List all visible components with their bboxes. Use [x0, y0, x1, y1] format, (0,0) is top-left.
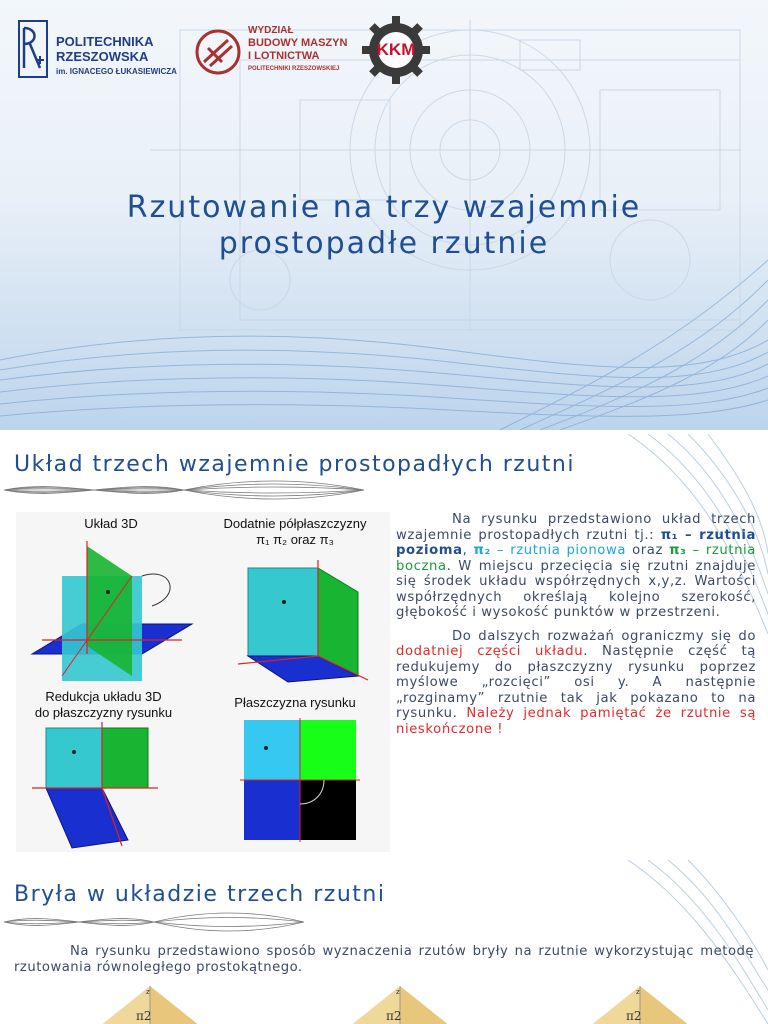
p1-sep: ,: [462, 543, 474, 558]
kkm-logo: [360, 14, 432, 86]
wbmil-line1: WYDZIAŁ: [248, 25, 294, 36]
wbmil-emblem-icon: [194, 28, 242, 76]
slide-title-line1: Rzutowanie na trzy wzajemnie: [126, 190, 642, 225]
svg-text:π2: π2: [626, 1009, 642, 1023]
svg-text:π2: π2: [136, 1009, 152, 1023]
p2-rest: . Następnie część tą redukujemy do płaszczyzny rysunku poprzez myślowe „rozcięci” osi y. A następnie „rozginamy” rzutnie tak jak pokazano to na rysunku.: [396, 644, 756, 721]
p1-rest: . W miejscu przecięcia się rzutni znajduje się środek układu współrzędnych x,y,z. Wartości współrzędnych określają kolejno szerokość, głębokość i wysokość punktów w przestrzeni.: [396, 558, 756, 620]
description-text: [396, 512, 756, 737]
slide-title-line2: prostopadłe rzutnie: [218, 226, 550, 261]
solid-projection-slide: [0, 860, 768, 1024]
pi1-label: – rzutnia pozioma: [396, 527, 756, 558]
pi3-label: – rzutnia boczna: [396, 543, 756, 574]
section-title-2: Bryła w układzie trzech rzutni: [14, 882, 386, 907]
figure-caption-positive-1: Dodatnie półpłaszczyzny: [223, 516, 367, 531]
pi1-symbol: π₁: [660, 527, 679, 543]
pi3-symbol: π₃: [669, 543, 687, 558]
diagram-reduction: [18, 722, 193, 852]
paragraph-2: [396, 629, 756, 738]
pi2-label: – rzutnia pionowa: [490, 543, 627, 558]
projection-system-slide: [0, 434, 768, 856]
diagram-positive-halves: [218, 556, 388, 686]
figure-caption-positive-2: π₁ π₂ oraz π₃: [256, 532, 334, 547]
diagram-drawing-plane: [240, 718, 360, 848]
p2-text: Do dalszych rozważań ograniczmy się do: [452, 628, 756, 644]
figure-caption-reduction-1: Redukcja układu 3D: [45, 689, 162, 704]
pi2-symbol: π₂: [473, 543, 491, 558]
p1-text: Na rysunku przedstawiono układ trzech wzajemnie prostopadłych rzutni tj.:: [396, 512, 756, 543]
title-slide: [0, 0, 768, 430]
figure-caption-3d: Układ 3D: [84, 516, 138, 531]
pr-name-line3: im. IGNACEGO ŁUKASIEWICZA: [56, 67, 177, 76]
svg-text:z: z: [146, 988, 150, 996]
solid-description-text: Na rysunku przedstawiono sposób wyznaczenia rzutów bryły na rzutnie wykorzystując metodę rzutowania równoległego prostokątnego.: [14, 944, 754, 975]
svg-text:π2: π2: [386, 1009, 402, 1023]
solid-description: [14, 944, 754, 975]
pr-emblem-icon: [18, 20, 48, 78]
kkm-label: KKM: [376, 40, 416, 59]
wbmil-line3: I LOTNICTWA: [248, 50, 320, 62]
p2-emphasis: dodatniej części układu: [396, 644, 584, 659]
title-underline-wave: [4, 476, 364, 504]
svg-text:z: z: [396, 988, 400, 996]
title-underline-wave-2: [4, 908, 304, 936]
paragraph-1: [396, 512, 756, 621]
projection-figure: [16, 512, 390, 852]
pr-name-line2: RZESZOWSKA: [56, 49, 149, 64]
pr-name-line1: POLITECHNIKA: [56, 34, 154, 49]
figure-caption-drawing-plane: Płaszczyzna rysunku: [234, 695, 356, 710]
figure-caption-reduction-2: do płaszczyzny rysunku: [34, 705, 173, 720]
wbmil-logo: [194, 24, 354, 80]
diagram-3d-system: [22, 536, 202, 686]
wbmil-line4: POLITECHNIKI RZESZOWSKIEJ: [248, 66, 340, 72]
slide-title: [0, 190, 768, 262]
p1-and: oraz: [626, 543, 670, 558]
politechnika-logo: [18, 20, 188, 80]
svg-text:z: z: [636, 988, 640, 996]
section-title: Układ trzech wzajemnie prostopadłych rzutni: [14, 452, 575, 477]
p2-warning: Należy jednak pamiętać że rzutnie są nieskończone !: [396, 706, 757, 737]
wbmil-line2: BUDOWY MASZYN: [248, 37, 348, 49]
solid-projection-figures: [0, 986, 768, 1024]
